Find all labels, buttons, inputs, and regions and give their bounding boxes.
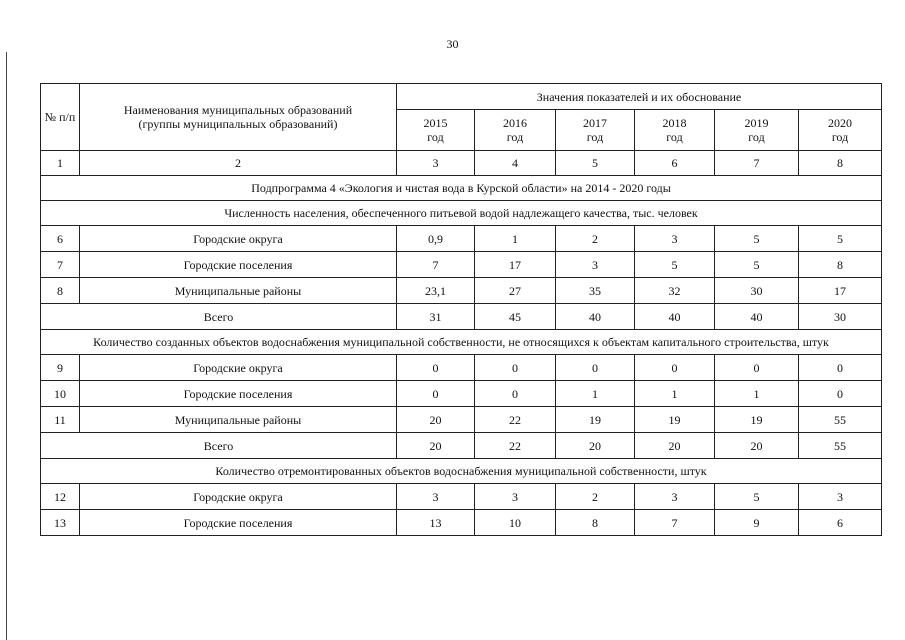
total-value-cell: 22 xyxy=(475,433,556,459)
year-unit: год xyxy=(506,130,524,144)
header-values: Значения показателей и их обоснование xyxy=(397,84,882,110)
section-row xyxy=(41,330,882,355)
column-number: 6 xyxy=(635,151,715,176)
table-row xyxy=(41,278,882,304)
table-row xyxy=(41,252,882,278)
header-year-2018 xyxy=(635,110,715,151)
year-unit: год xyxy=(586,130,604,144)
total-value-cell: 45 xyxy=(475,304,556,330)
row-number: 7 xyxy=(41,252,80,278)
total-value-cell: 31 xyxy=(397,304,475,330)
value-cell: 30 xyxy=(715,278,799,304)
value-cell: 27 xyxy=(475,278,556,304)
section-title: Количество созданных объектов водоснабжения муниципальной собственности, не относящихся к объектам капитального строительства, штук xyxy=(41,330,882,355)
section-title: Численность населения, обеспеченного питьевой водой надлежащего качества, тыс. человек xyxy=(41,201,882,226)
value-cell: 23,1 xyxy=(397,278,475,304)
year-unit: год xyxy=(666,130,683,144)
total-row xyxy=(41,433,882,459)
value-cell: 7 xyxy=(397,252,475,278)
value-cell: 0 xyxy=(556,355,635,381)
value-cell: 3 xyxy=(397,484,475,510)
column-number: 3 xyxy=(397,151,475,176)
value-cell: 5 xyxy=(715,226,799,252)
section-row xyxy=(41,459,882,484)
value-cell: 6 xyxy=(799,510,882,536)
value-cell: 17 xyxy=(799,278,882,304)
value-cell: 5 xyxy=(799,226,882,252)
total-value-cell: 55 xyxy=(799,433,882,459)
column-number: 4 xyxy=(475,151,556,176)
value-cell: 22 xyxy=(475,407,556,433)
value-cell: 20 xyxy=(397,407,475,433)
value-cell: 9 xyxy=(715,510,799,536)
value-cell: 0 xyxy=(475,355,556,381)
value-cell: 8 xyxy=(799,252,882,278)
total-value-cell: 40 xyxy=(635,304,715,330)
section-row xyxy=(41,201,882,226)
row-name: Городские округа xyxy=(80,355,397,381)
table-row xyxy=(41,484,882,510)
row-number: 6 xyxy=(41,226,80,252)
total-value-cell: 20 xyxy=(397,433,475,459)
value-cell: 5 xyxy=(715,484,799,510)
value-cell: 0 xyxy=(397,381,475,407)
value-cell: 3 xyxy=(635,226,715,252)
year-label: 2016 xyxy=(503,116,527,130)
value-cell: 0,9 xyxy=(397,226,475,252)
value-cell: 0 xyxy=(799,355,882,381)
value-cell: 19 xyxy=(715,407,799,433)
year-label: 2020 xyxy=(828,116,853,130)
value-cell: 7 xyxy=(635,510,715,536)
table-row xyxy=(41,355,882,381)
year-label: 2019 xyxy=(744,116,769,130)
header-year-2016 xyxy=(475,110,556,151)
value-cell: 0 xyxy=(635,355,715,381)
value-cell: 1 xyxy=(635,381,715,407)
value-cell: 19 xyxy=(556,407,635,433)
table-row xyxy=(41,226,882,252)
value-cell: 5 xyxy=(715,252,799,278)
year-label: 2017 xyxy=(583,116,607,130)
header-year-2019 xyxy=(715,110,799,151)
column-number: 2 xyxy=(80,151,397,176)
page-edge-line xyxy=(6,52,7,640)
header-name: Наименования муниципальных образований (группы муниципальных образований) xyxy=(80,84,397,151)
row-name: Муниципальные районы xyxy=(80,278,397,304)
total-value-cell: 40 xyxy=(556,304,635,330)
row-name: Городские округа xyxy=(80,484,397,510)
total-value-cell: 20 xyxy=(556,433,635,459)
value-cell: 32 xyxy=(635,278,715,304)
value-cell: 3 xyxy=(475,484,556,510)
subprogram-title: Подпрограмма 4 «Экология и чистая вода в Курской области» на 2014 - 2020 годы xyxy=(41,176,882,201)
value-cell: 0 xyxy=(799,381,882,407)
header-year-2017 xyxy=(556,110,635,151)
total-value-cell: 30 xyxy=(799,304,882,330)
value-cell: 5 xyxy=(635,252,715,278)
row-name: Городские поселения xyxy=(80,381,397,407)
total-row xyxy=(41,304,882,330)
value-cell: 17 xyxy=(475,252,556,278)
value-cell: 1 xyxy=(475,226,556,252)
value-cell: 13 xyxy=(397,510,475,536)
year-label: 2018 xyxy=(662,116,687,130)
row-number: 8 xyxy=(41,278,80,304)
value-cell: 55 xyxy=(799,407,882,433)
year-unit: год xyxy=(831,130,849,144)
year-label: 2015 xyxy=(423,116,448,130)
value-cell: 8 xyxy=(556,510,635,536)
row-name: Городские поселения xyxy=(80,252,397,278)
column-number: 8 xyxy=(799,151,882,176)
value-cell: 2 xyxy=(556,484,635,510)
column-number: 5 xyxy=(556,151,635,176)
row-number: 13 xyxy=(41,510,80,536)
row-name: Городские поселения xyxy=(80,510,397,536)
value-cell: 3 xyxy=(799,484,882,510)
value-cell: 3 xyxy=(635,484,715,510)
value-cell: 3 xyxy=(556,252,635,278)
header-year-2020 xyxy=(799,110,882,151)
total-label: Всего xyxy=(41,304,397,330)
year-unit: год xyxy=(427,130,444,144)
value-cell: 19 xyxy=(635,407,715,433)
value-cell: 10 xyxy=(475,510,556,536)
row-number: 12 xyxy=(41,484,80,510)
year-unit: год xyxy=(748,130,765,144)
row-number: 9 xyxy=(41,355,80,381)
total-label: Всего xyxy=(41,433,397,459)
value-cell: 0 xyxy=(475,381,556,407)
total-value-cell: 40 xyxy=(715,304,799,330)
total-value-cell: 20 xyxy=(635,433,715,459)
value-cell: 1 xyxy=(715,381,799,407)
header-no: № п/п xyxy=(41,84,80,151)
row-name: Городские округа xyxy=(80,226,397,252)
value-cell: 0 xyxy=(715,355,799,381)
indicators-table xyxy=(40,83,882,536)
section-title: Количество отремонтированных объектов водоснабжения муниципальной собственности, штук xyxy=(41,459,882,484)
value-cell: 2 xyxy=(556,226,635,252)
value-cell: 35 xyxy=(556,278,635,304)
page-number: 30 xyxy=(446,37,459,51)
value-cell: 0 xyxy=(397,355,475,381)
value-cell: 1 xyxy=(556,381,635,407)
table-row xyxy=(41,510,882,536)
header-year-2015 xyxy=(397,110,475,151)
row-name: Муниципальные районы xyxy=(80,407,397,433)
row-number: 10 xyxy=(41,381,80,407)
column-number: 7 xyxy=(715,151,799,176)
table-row xyxy=(41,407,882,433)
total-value-cell: 20 xyxy=(715,433,799,459)
column-number: 1 xyxy=(41,151,80,176)
table-row xyxy=(41,381,882,407)
row-number: 11 xyxy=(41,407,80,433)
